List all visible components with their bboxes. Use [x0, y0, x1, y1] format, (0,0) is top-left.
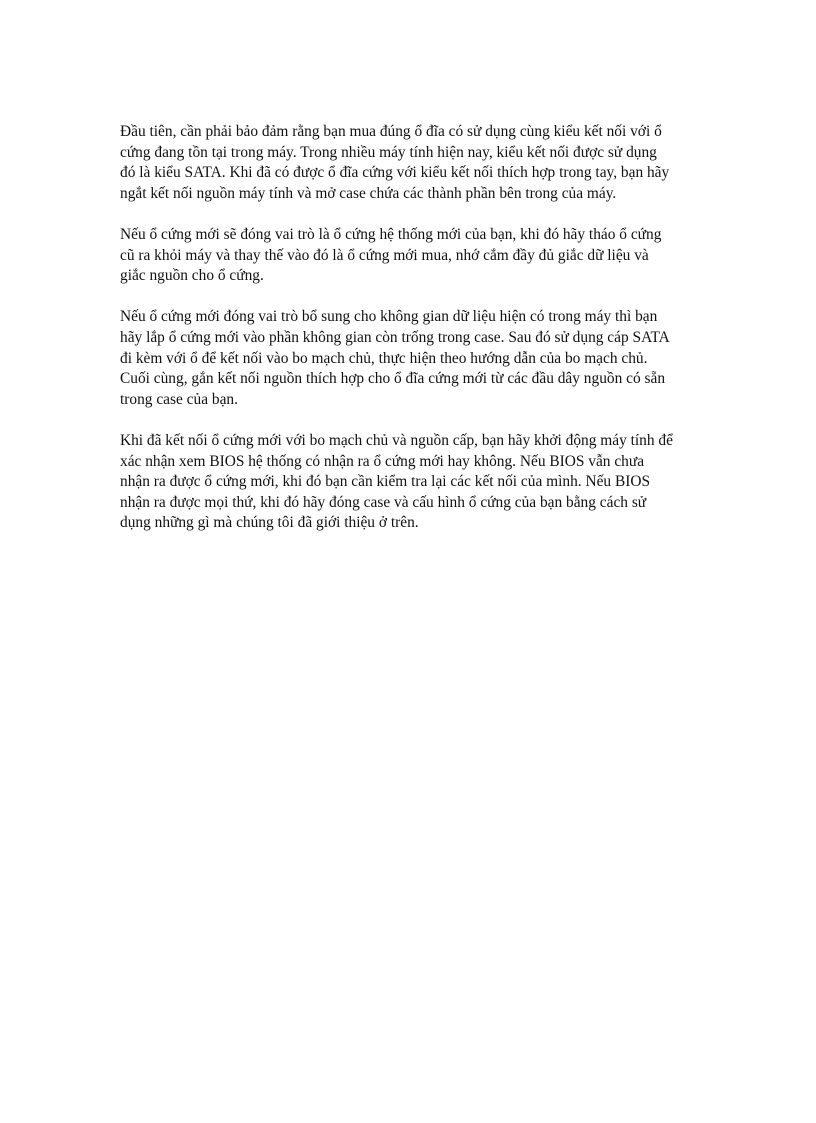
text-line: Nếu ổ cứng mới đóng vai trò bổ sung cho không gian dữ liệu hiện có trong máy thì bạn: [120, 308, 658, 326]
text-line: đi kèm với ổ để kết nối vào bo mạch chủ, thực hiện theo hướng dẫn của bo mạch chủ.: [120, 349, 648, 367]
text-line: trong case của bạn.: [120, 390, 238, 408]
text-line: xác nhận xem BIOS hệ thống có nhận ra ổ cứng mới hay không. Nếu BIOS vẫn chưa: [120, 452, 645, 470]
text-line: nhận ra được ổ cứng mới, khi đó bạn cần kiểm tra lại các kết nối của mình. Nếu BIOS: [120, 473, 651, 491]
text-line: nhận ra được mọi thứ, khi đó hãy đóng case và cấu hình ổ cứng của bạn bằng cách sử: [120, 493, 647, 511]
text-line: Nếu ổ cứng mới sẽ đóng vai trò là ổ cứng hệ thống mới của bạn, khi đó hãy tháo ổ cứng: [120, 225, 662, 243]
text-line: ngắt kết nối nguồn máy tính và mở case chứa các thành phần bên trong của máy.: [120, 184, 617, 202]
text-line: giắc nguồn cho ổ cứng.: [120, 267, 264, 285]
document-body: [120, 122, 700, 554]
paragraph-2: [120, 225, 700, 287]
text-line: đó là kiểu SATA. Khi đã có được ổ đĩa cứng với kiểu kết nối thích hợp trong tay, bạn hãy: [120, 164, 670, 182]
text-line: Khi đã kết nối ổ cứng mới với bo mạch chủ và nguồn cấp, bạn hãy khởi động máy tính để: [120, 431, 673, 449]
text-line: Đầu tiên, cần phải bảo đảm rằng bạn mua đúng ổ đĩa có sử dụng cùng kiểu kết nối với ổ: [120, 123, 662, 140]
paragraph-4: [120, 431, 700, 534]
text-line: Cuối cùng, gắn kết nối nguồn thích hợp cho ổ đĩa cứng mới từ các đầu dây nguồn có sẵn: [120, 370, 666, 388]
text-line: cứng đang tồn tại trong máy. Trong nhiều máy tính hiện nay, kiểu kết nối được sử dụng: [120, 143, 657, 161]
text-line: hãy lắp ổ cứng mới vào phần không gian còn trống trong case. Sau đó sử dụng cáp SATA: [120, 328, 670, 346]
paragraph-1: [120, 122, 700, 204]
text-line: cũ ra khỏi máy và thay thế vào đó là ổ cứng mới mua, nhớ cắm đầy đủ giắc dữ liệu và: [120, 246, 649, 264]
paragraph-3: [120, 307, 700, 410]
text-line: dụng những gì mà chúng tôi đã giới thiệu ở trên.: [120, 514, 419, 532]
